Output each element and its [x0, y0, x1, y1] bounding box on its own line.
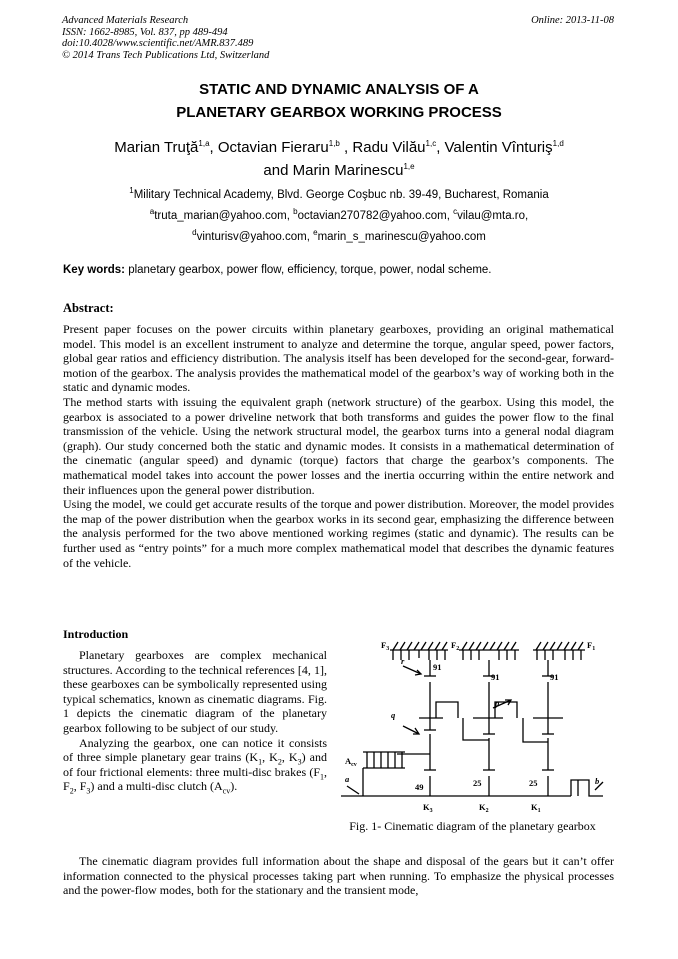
svg-text:q: q — [391, 710, 396, 720]
email: truta_marian@yahoo.com, — [154, 210, 294, 222]
email: octavian270782@yahoo.com, — [297, 210, 454, 222]
author-sup: 1,c — [425, 139, 437, 148]
author-name: Marian Truţă — [114, 139, 199, 156]
author-sup: 1,b — [328, 139, 340, 148]
svg-text:49: 49 — [415, 782, 424, 792]
figure-caption: Fig. 1- Cinematic diagram of the planetary gearbox — [349, 819, 596, 833]
paper-title — [0, 78, 678, 124]
affiliation: Military Technical Academy, Blvd. George Coşbuc nb. 39-49, Bucharest, Romania — [133, 189, 549, 201]
svg-text:F1: $F_1$ — [587, 640, 596, 652]
author-name: and Marin Marinescu — [263, 162, 404, 179]
keywords-text: planetary gearbox, power flow, efficiency, torque, power, nodal scheme. — [125, 264, 492, 276]
doi: doi:10.4028/www.scientific.net/AMR.837.489 — [62, 38, 254, 49]
brake-F2 — [459, 642, 519, 660]
title-line-2: PLANETARY GEARBOX WORKING PROCESS — [176, 104, 502, 121]
affiliation-block: $^1$Military Technical Academy, Blvd. George Coşbuc nb. 39-49, Bucharest, Romania $^a$truta_marian@yahoo.com, $^b$octavian270782@yahoo.com, $^c$vilau@mta.ro, $^d$vinturisv@yahoo.com, $^e$marin_s_marinescu@yahoo.com — [129, 186, 549, 243]
svg-text:b: b — [595, 776, 600, 786]
clutch-Acv — [363, 752, 405, 796]
svg-text:Acv: $A_{cv}$ — [345, 756, 357, 768]
abstract-paragraph: Using the model, we could get accurate results of the torque and power distribution. Moreover, the model provides the map of the power distribution when the gearbox works in its second gear, emphasizing the difference between the analysis performed for the two above mentioned working regimes (static and dynamic). The results can be further used as “entry points” for a much more complex mathematical model that describes the dynamic features of the vehicle. — [63, 497, 614, 570]
email: vilau@mta.ro, — [457, 210, 529, 222]
email: vinturisv@yahoo.com, — [196, 231, 314, 243]
intro-paragraph-continued: The cinematic diagram provides full information about the shape and disposal of the gears but it can’t offer information connected to the physical processes taking part when running. To emphasize the physical processes and the power-flow modes, both for the stationary and the transient mode, — [63, 854, 614, 898]
abstract-heading: Abstract: — [63, 301, 114, 315]
keywords — [63, 264, 492, 276]
svg-text:91: 91 — [433, 662, 442, 672]
introduction-heading: Introduction — [63, 627, 129, 641]
svg-text:F3: $F_3$ — [381, 640, 390, 652]
abstract-paragraph: Present paper focuses on the power circuits within planetary gearboxes, providing an original mathematical model. This model is an excellent instrument to analyze and determine the torque, angular speed, power factors, global gear ratios and efficiency distribution. The analysis itself has been developed for the second-gear, forward-motion of the gearbox. The analysis provides the mathematical model of the gearbox’s way of working both in the static and dynamic modes. — [63, 322, 614, 395]
svg-text:a: a — [345, 774, 350, 784]
introduction-body — [63, 648, 327, 794]
author-name: Radu Vilău — [352, 139, 426, 156]
author-name: Octavian Fieraru — [217, 139, 329, 156]
abstract-paragraph: The method starts with issuing the equivalent graph (network structure) of the gearbox. Using this model, the gearbox is associated to a power driveline network that both transforms and guides the power flow to the final transmission of the vehicle. Using the network structural model, the gearbox turns into a general nodal diagram (graph). Our study concerned both the static and dynamic modes. It consists in a mathematical determination of the cinematic (angular speed) and dynamic (torque) factors that charge the gearbox’s components. The mathematical model takes into account the power losses and the inertia occurring within the entire network and their influences upon the general power distribution. — [63, 394, 614, 497]
intro-paragraph: Analyzing the gearbox, one can notice it consists of three simple planetary gear trains ($K_1$, $K_2$, $K_3$) and of four frictional elements: three multi-disc brakes ($F_1$, $F_2$, $F_3$) and a multi-disc clutch $(A_{cv})$. — [63, 735, 327, 796]
intro-paragraph: Planetary gearboxes are complex mechanical structures. According to the technical references [4, 1], these gearboxes can be symbolically represented using typical schematics, known as cinematic diagrams. Fig. 1 depicts the cinematic diagram of the planetary gearbox following to be subject of our study. — [63, 648, 327, 735]
svg-text:p: p — [495, 698, 500, 708]
brake-F3 — [390, 642, 448, 660]
author-name: Valentin Vînturiş — [444, 139, 553, 156]
author-sup: 1,a — [198, 139, 210, 148]
title-line-1: STATIC AND DYNAMIC ANALYSIS OF A — [199, 81, 479, 98]
journal-header — [62, 15, 269, 61]
abstract-body — [63, 322, 614, 570]
cinematic-diagram — [333, 630, 608, 820]
svg-text:K1: $K_1$ — [531, 802, 541, 814]
svg-text:r: r — [401, 656, 405, 666]
issn: ISSN: 1662-8985, Vol. 837, pp 489-494 — [62, 26, 228, 38]
svg-text:25: 25 — [529, 778, 538, 788]
author-list: Marian Truţă$^{1,a}$, Octavian Fieraru$^{1,b}$ , Radu Vilău$^{1,c}$, Valentin Vînturiş$^{1,d}$ and Marin Marinescu$^{1,e}$ — [114, 139, 564, 179]
svg-text:25: 25 — [473, 778, 482, 788]
brake-F1 — [533, 642, 585, 660]
svg-text:91: 91 — [550, 672, 559, 682]
copyright: © 2014 Trans Tech Publications Ltd, Switzerland — [62, 49, 270, 61]
svg-text:91: 91 — [491, 672, 500, 682]
svg-text:F2: $F_2$ — [451, 640, 460, 652]
svg-text:K3: $K_3$ — [423, 802, 433, 814]
author-sup: 1,e — [403, 162, 415, 171]
svg-text:K2: $K_2$ — [479, 802, 489, 814]
email: marin_s_marinescu@yahoo.com — [317, 231, 486, 243]
online-date: Online: 2013-11-08 — [531, 15, 614, 26]
author-sup: 1,d — [552, 139, 564, 148]
keywords-label: Key words: — [63, 264, 125, 276]
journal-name: Advanced Materials Research — [62, 15, 189, 26]
